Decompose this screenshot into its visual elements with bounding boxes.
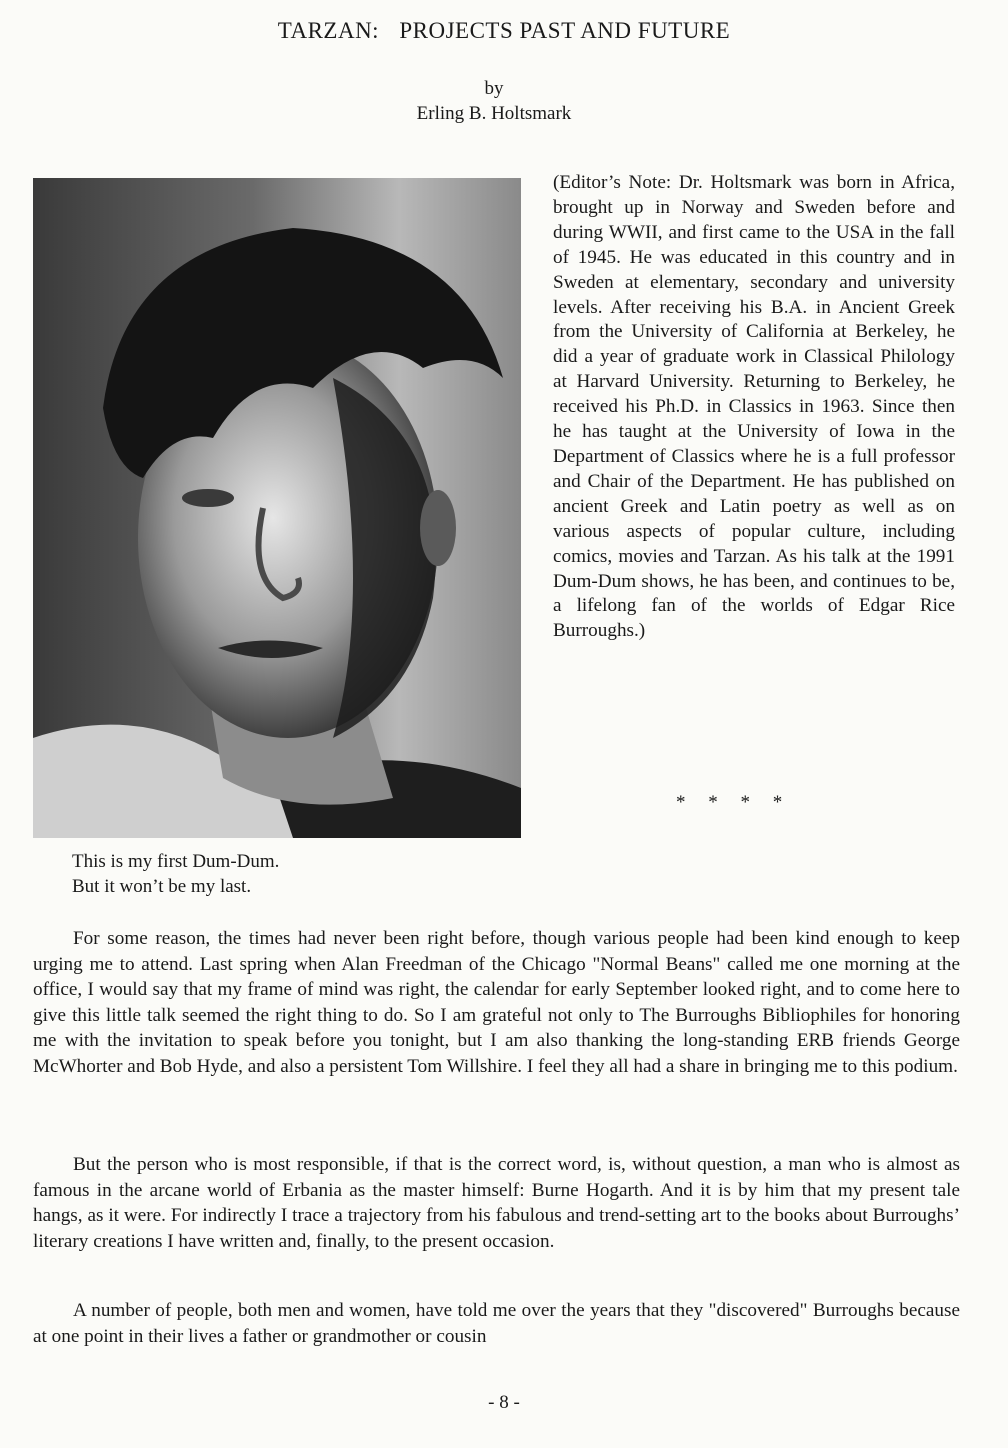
body-paragraph-2: But the person who is most responsible, if that is the correct word, is, without question, a man who is almost as famous in the arcane world of Erbania as the master himself: Burne Hogarth. And it is by him that my present tale hangs, as it were. For indirectly I trace a trajectory from his fabulous and trend-setting art to the books about Burroughs’ literary creations I have written and, finally, to the present occasion. (33, 1154, 960, 1252)
body-paragraph-3: A number of people, both men and women, have told me over the years that they "discovered" Burroughs because at one point in their lives a father or grandmother or cousin (33, 1300, 960, 1347)
by-label: by (484, 78, 504, 99)
caption-line-2: But it won’t be my last. (72, 876, 252, 897)
caption-line-1: This is my first Dum-Dum. (72, 851, 280, 872)
title-subject: PROJECTS PAST AND FUTURE (399, 18, 731, 43)
page-number: - 8 - (488, 1392, 520, 1413)
article-title (0, 18, 1008, 44)
portrait-image (33, 178, 521, 838)
title-label: TARZAN: (277, 18, 380, 43)
body-paragraph-1: For some reason, the times had never been right before, though various people had been kind enough to keep urging me to attend. Last spring when Alan Freedman of the Chicago "Normal Beans" called me one morning at the office, I would say that my frame of mind was right, the calendar for early September looked right, and to come here to give this little talk seemed the right thing to do. So I am grateful not only to The Burroughs Bibliophiles for honoring me with the invitation to speak before you tonight, but I am also thanking the long-standing ERB friends George McWhorter and Bob Hyde, and also a persistent Tom Willshire. I feel they all had a share in bringing me to this podium. (33, 928, 960, 1077)
photo-caption (72, 849, 279, 899)
byline (0, 76, 988, 126)
author-portrait-photo (33, 178, 521, 838)
section-separator: * * * * (676, 792, 783, 813)
author-name: Erling B. Holtsmark (416, 103, 572, 124)
editor-note: (Editor’s Note: Dr. Holtsmark was born in Africa, brought up in Norway and Sweden before and during WWII, and first came to the USA in the fall of 1945. He was educated in this country and in Sweden at elementary, secondary and university levels. After receiving his B.A. in Ancient Greek from the University of California at Berkeley, he did a year of graduate work in Classical Philology at Harvard University. Returning to Berkeley, he received his Ph.D. in Classics in 1963. Since then he has taught at the University of Iowa in the Department of Classics where he is a full professor and Chair of the Department. He has published on ancient Greek and Latin poetry as well as on various aspects of popular culture, including comics, movies and Tarzan. As his talk at the 1991 Dum-Dum shows, he has been, and continues to be, a lifelong fan of the worlds of Edgar Rice Burroughs.) (553, 172, 955, 642)
